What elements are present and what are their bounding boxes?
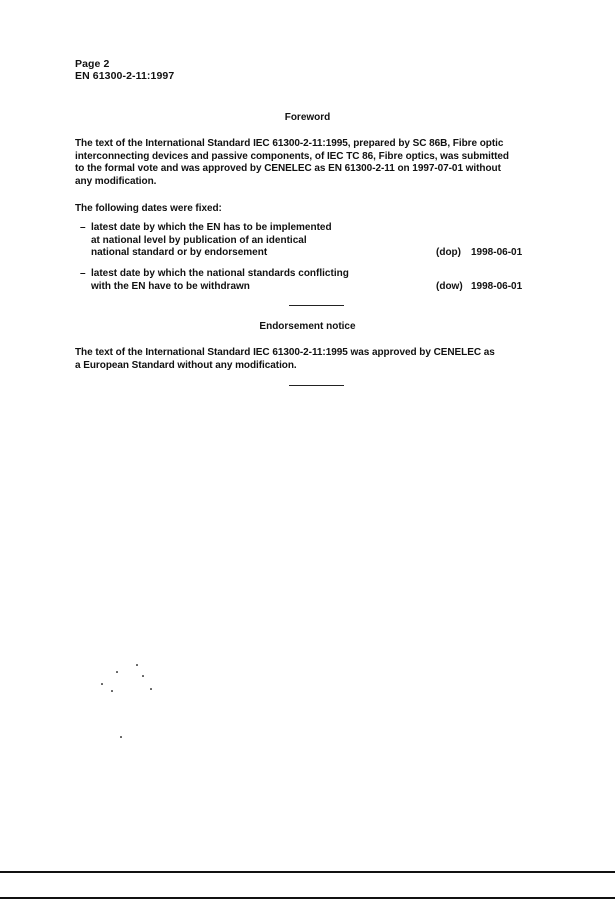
list-dash: – xyxy=(80,222,86,233)
date-value: 1998-06-01 xyxy=(471,281,523,292)
foreword-line: any modification. xyxy=(75,175,157,187)
foreword-title: Foreword xyxy=(284,112,331,123)
standard-number: EN 61300-2-11:1997 xyxy=(75,70,175,82)
scan-speck xyxy=(120,736,122,738)
bottom-rule xyxy=(0,897,615,899)
endorsement-line: a European Standard without any modification. xyxy=(75,359,297,371)
date-item-text xyxy=(91,268,421,293)
date-item-line: latest date by which the national standards conflicting xyxy=(91,268,349,279)
list-dash: – xyxy=(80,268,86,279)
scan-speck xyxy=(142,675,144,677)
scan-speck xyxy=(111,690,113,692)
foreword-line: interconnecting devices and passive components, of IEC TC 86, Fibre optics, was submitted xyxy=(75,150,509,162)
date-item-line: latest date by which the EN has to be implemented xyxy=(91,222,332,233)
foreword-line: to the formal vote and was approved by CENELEC as EN 61300-2-11 on 1997-07-01 without xyxy=(75,163,501,174)
endorsement-line: The text of the International Standard IEC 61300-2-11:1995 was approved by CENELEC as xyxy=(75,347,495,358)
date-item-line: at national level by publication of an identical xyxy=(91,234,307,246)
dates-intro: The following dates were fixed: xyxy=(75,203,222,214)
scan-speck xyxy=(136,664,138,666)
date-item-line: national standard or by endorsement xyxy=(91,247,268,258)
foreword-body xyxy=(75,138,563,188)
scan-speck xyxy=(116,671,118,673)
endorsement-body xyxy=(75,347,563,372)
page-number: Page 2 xyxy=(75,58,110,70)
foreword-line: The text of the International Standard IEC 61300-2-11:1995, prepared by SC 86B, Fibre optic xyxy=(75,138,504,149)
scan-speck xyxy=(150,688,152,690)
section-divider xyxy=(289,305,344,306)
scan-speck xyxy=(101,683,103,685)
endorsement-title: Endorsement notice xyxy=(259,321,356,332)
date-item-line: with the EN have to be withdrawn xyxy=(91,280,250,292)
date-code: (dop) xyxy=(436,247,461,258)
date-item-text xyxy=(91,222,421,260)
date-code: (dow) xyxy=(436,281,463,292)
bottom-rule xyxy=(0,871,615,873)
section-divider xyxy=(289,385,344,386)
date-value: 1998-06-01 xyxy=(471,247,523,258)
